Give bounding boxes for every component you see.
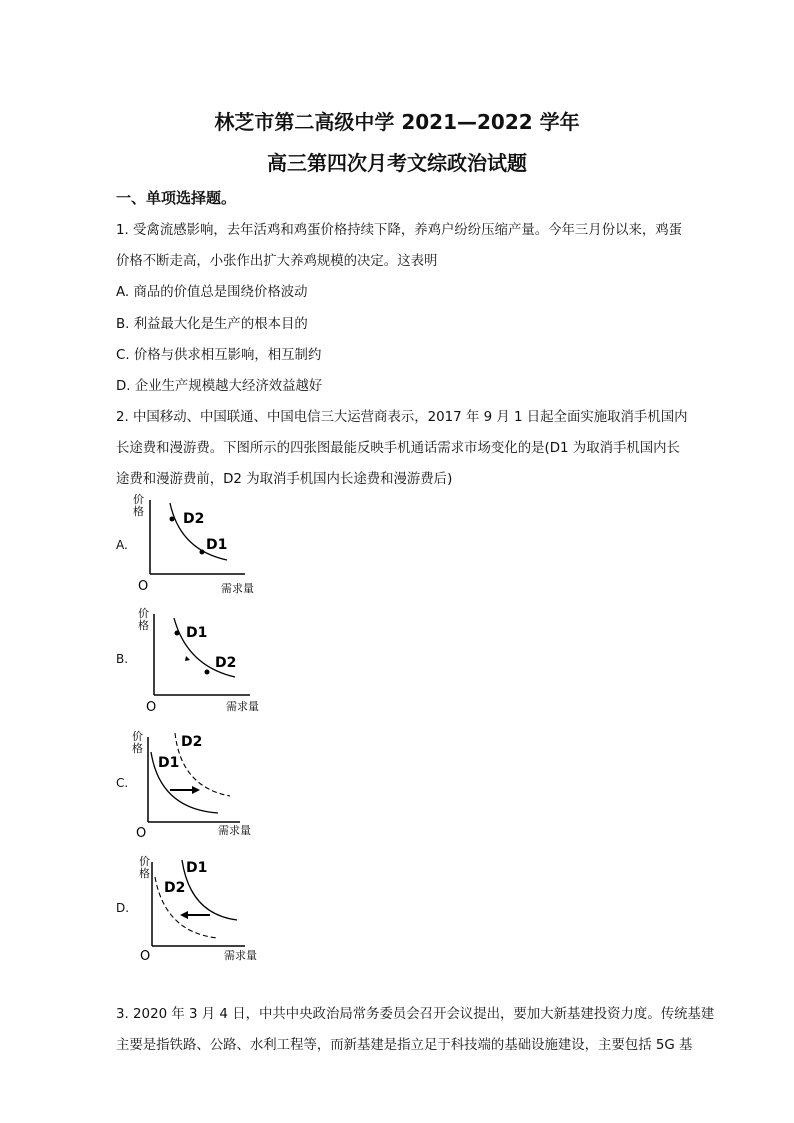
x-axis-label: 需求量 xyxy=(224,949,257,962)
section-heading: 一、单项选择题。 xyxy=(116,189,237,207)
curve-label-d1: D1 xyxy=(186,625,208,641)
x-axis-label: 需求量 xyxy=(221,582,254,595)
question-1-option-a: A. 商品的价值总是围绕价格波动 xyxy=(116,285,308,300)
curve-label-d2: D2 xyxy=(164,880,186,896)
curve-label-d1: D1 xyxy=(206,537,228,553)
point-d1 xyxy=(200,550,205,555)
y-axis-label-line2: 格 xyxy=(139,867,150,880)
question-1-option-b: B. 利益最大化是生产的根本目的 xyxy=(116,317,308,332)
point-d2 xyxy=(170,517,175,522)
option-c-graph xyxy=(125,727,265,839)
question-1-line-2: 价格不断走高，小张作出扩大养鸡规模的决定。这表明 xyxy=(116,254,438,269)
curve-label-d1: D1 xyxy=(158,755,180,771)
page-title-line-2: 高三第四次月考文综政治试题 xyxy=(267,151,527,175)
y-axis-label-line1: 价 xyxy=(138,607,149,620)
curve-label-d2: D2 xyxy=(215,655,237,671)
option-a-graph xyxy=(125,490,265,600)
y-axis-label-line1: 价 xyxy=(132,730,143,743)
origin-label: O xyxy=(146,700,157,715)
option-b-graph xyxy=(130,604,270,714)
option-c-letter: C. xyxy=(116,776,129,790)
arrow-head xyxy=(180,911,188,919)
origin-label: O xyxy=(140,949,151,964)
question-2-line-2: 长途费和漫游费。下图所示的四张图最能反映手机通话需求市场变化的是(D1 为取消手机国内长 xyxy=(116,441,680,456)
option-b-letter: B. xyxy=(116,652,129,666)
x-axis-label: 需求量 xyxy=(218,824,251,837)
point-d2 xyxy=(205,670,210,675)
question-2-line-3: 途费和漫游费前，D2 为取消手机国内长途费和漫游费后) xyxy=(116,472,453,487)
curve-label-d2: D2 xyxy=(183,511,205,527)
option-d-graph xyxy=(125,852,270,964)
question-3-line-2: 主要是指铁路、公路、水利工程等，而新基建是指立足于科技端的基础设施建设，主要包括 5G 基 xyxy=(116,1038,693,1053)
question-1-option-d: D. 企业生产规模越大经济效益越好 xyxy=(116,379,323,394)
y-axis-label-line1: 价 xyxy=(133,493,144,506)
curve-label-d2: D2 xyxy=(181,734,203,750)
option-a-letter: A. xyxy=(116,538,128,552)
arrow-head xyxy=(192,786,200,794)
page-title-line-1: 林芝市第二高级中学 2021—2022 学年 xyxy=(214,110,580,134)
question-1-option-c: C. 价格与供求相互影响，相互制约 xyxy=(116,348,322,363)
y-axis-label-line2: 格 xyxy=(132,742,143,755)
question-1-line-1: 1. 受禽流感影响，去年活鸡和鸡蛋价格持续下降，养鸡户纷纷压缩产量。今年三月份以来，鸡蛋 xyxy=(116,223,683,238)
x-axis-label: 需求量 xyxy=(226,700,259,713)
curve-label-d1: D1 xyxy=(186,860,208,876)
option-d-letter: D. xyxy=(116,901,130,915)
y-axis-label-line1: 价 xyxy=(139,855,150,868)
question-2-line-1: 2. 中国移动、中国联通、中国电信三大运营商表示，2017 年 9 月 1 日起全面实施取消手机国内 xyxy=(116,410,688,425)
y-axis-label-line2: 格 xyxy=(138,619,149,632)
question-3-line-1: 3. 2020 年 3 月 4 日，中共中央政治局常务委员会召开会议提出，要加大新基建投资力度。传统基建 xyxy=(116,1007,715,1022)
origin-label: O xyxy=(138,579,149,594)
point-d1 xyxy=(175,631,180,636)
origin-label: O xyxy=(136,826,147,841)
arrow-head xyxy=(185,656,190,661)
y-axis-label-line2: 格 xyxy=(133,505,144,518)
